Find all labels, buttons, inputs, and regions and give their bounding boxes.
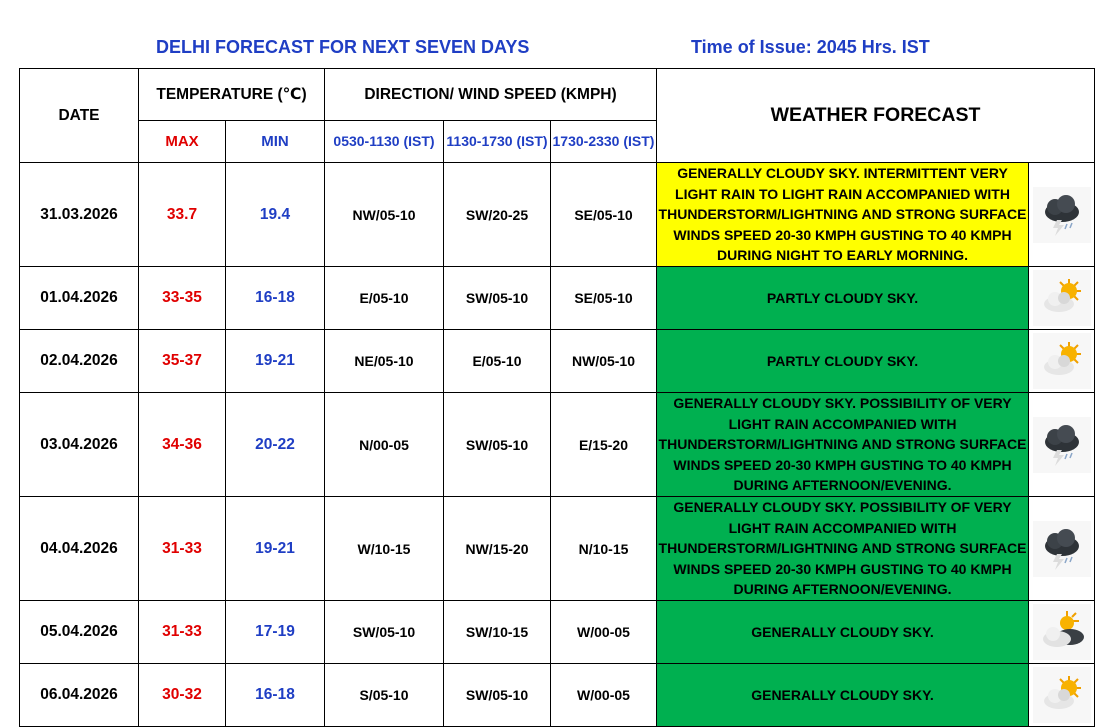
cloudy-sun-icon <box>1033 604 1091 660</box>
weather-icon-cell <box>1029 393 1095 497</box>
wind-period3-cell: E/15-20 <box>551 393 657 497</box>
weather-forecast-header: WEATHER FORECAST <box>657 69 1095 163</box>
forecast-cell: PARTLY CLOUDY SKY. <box>657 267 1029 330</box>
wind-period2-cell: NW/15-20 <box>444 497 551 601</box>
wind-period2-cell: E/05-10 <box>444 330 551 393</box>
table-row <box>20 601 1095 664</box>
wind-period3-cell: SE/05-10 <box>551 163 657 267</box>
period1-header: 0530-1130 (IST) <box>325 121 444 163</box>
wind-period2-cell: SW/20-25 <box>444 163 551 267</box>
wind-period3-cell: W/00-05 <box>551 601 657 664</box>
wind-period2-cell: SW/05-10 <box>444 393 551 497</box>
min-temp-cell: 19.4 <box>226 163 325 267</box>
date-cell: 05.04.2026 <box>20 601 139 664</box>
wind-period1-cell: S/05-10 <box>325 664 444 727</box>
date-cell: 03.04.2026 <box>20 393 139 497</box>
min-temp-cell: 16-18 <box>226 267 325 330</box>
temperature-header: TEMPERATURE (℃) <box>139 69 325 121</box>
date-cell: 06.04.2026 <box>20 664 139 727</box>
weather-icon-cell <box>1029 497 1095 601</box>
max-temp-cell: 31-33 <box>139 497 226 601</box>
weather-icon-cell <box>1029 163 1095 267</box>
min-temp-cell: 19-21 <box>226 497 325 601</box>
wind-period2-cell: SW/05-10 <box>444 664 551 727</box>
wind-period1-cell: W/10-15 <box>325 497 444 601</box>
forecast-cell: GENERALLY CLOUDY SKY. <box>657 601 1029 664</box>
weather-icon-cell <box>1029 267 1095 330</box>
weather-icon-cell <box>1029 664 1095 727</box>
wind-period1-cell: SW/05-10 <box>325 601 444 664</box>
wind-period2-cell: SW/10-15 <box>444 601 551 664</box>
date-cell: 04.04.2026 <box>20 497 139 601</box>
wind-period1-cell: NE/05-10 <box>325 330 444 393</box>
forecast-cell: GENERALLY CLOUDY SKY. <box>657 664 1029 727</box>
issue-time: Time of Issue: 2045 Hrs. IST <box>691 37 930 57</box>
forecast-cell: PARTLY CLOUDY SKY. <box>657 330 1029 393</box>
wind-header: DIRECTION/ WIND SPEED (KMPH) <box>325 69 657 121</box>
table-row <box>20 163 1095 267</box>
table-row <box>20 664 1095 727</box>
max-temp-cell: 34-36 <box>139 393 226 497</box>
period3-header: 1730-2330 (IST) <box>551 121 657 163</box>
table-row <box>20 267 1095 330</box>
date-cell: 31.03.2026 <box>20 163 139 267</box>
wind-period3-cell: N/10-15 <box>551 497 657 601</box>
max-temp-cell: 35-37 <box>139 330 226 393</box>
partly-cloudy-icon <box>1033 667 1091 723</box>
max-temp-cell: 31-33 <box>139 601 226 664</box>
date-cell: 02.04.2026 <box>20 330 139 393</box>
table-row <box>20 393 1095 497</box>
wind-period2-cell: SW/05-10 <box>444 267 551 330</box>
min-temp-cell: 20-22 <box>226 393 325 497</box>
wind-period3-cell: SE/05-10 <box>551 267 657 330</box>
period2-header: 1130-1730 (IST) <box>444 121 551 163</box>
thunderstorm-icon <box>1033 187 1091 243</box>
max-header: MAX <box>139 121 226 163</box>
wind-period1-cell: E/05-10 <box>325 267 444 330</box>
date-header: DATE <box>20 69 139 163</box>
forecast-cell: GENERALLY CLOUDY SKY. POSSIBILITY OF VERY LIGHT RAIN ACCOMPANIED WITH THUNDERSTORM/LIGHTNING AND STRONG SURFACE WINDS SPEED 20-30 KMPH GUSTING TO 40 KMPH DURING AFTERNOON/EVENING. <box>657 497 1029 601</box>
date-cell: 01.04.2026 <box>20 267 139 330</box>
max-temp-cell: 33.7 <box>139 163 226 267</box>
max-temp-cell: 30-32 <box>139 664 226 727</box>
partly-cloudy-icon <box>1033 270 1091 326</box>
min-temp-cell: 17-19 <box>226 601 325 664</box>
wind-period3-cell: W/00-05 <box>551 664 657 727</box>
weather-icon-cell <box>1029 601 1095 664</box>
wind-period1-cell: N/00-05 <box>325 393 444 497</box>
partly-cloudy-icon <box>1033 333 1091 389</box>
table-row <box>20 330 1095 393</box>
wind-period3-cell: NW/05-10 <box>551 330 657 393</box>
forecast-cell: GENERALLY CLOUDY SKY. POSSIBILITY OF VERY LIGHT RAIN ACCOMPANIED WITH THUNDERSTORM/LIGHTNING AND STRONG SURFACE WINDS SPEED 20-30 KMPH GUSTING TO 40 KMPH DURING AFTERNOON/EVENING. <box>657 393 1029 497</box>
wind-period1-cell: NW/05-10 <box>325 163 444 267</box>
page-title: DELHI FORECAST FOR NEXT SEVEN DAYS <box>156 37 530 57</box>
forecast-cell: GENERALLY CLOUDY SKY. INTERMITTENT VERY LIGHT RAIN TO LIGHT RAIN ACCOMPANIED WITH THUNDERSTORM/LIGHTNING AND STRONG SURFACE WINDS SPEED 20-30 KMPH GUSTING TO 40 KMPH DURING NIGHT TO EARLY MORNING. <box>657 163 1029 267</box>
weather-icon-cell <box>1029 330 1095 393</box>
forecast-table <box>19 68 1095 727</box>
min-temp-cell: 19-21 <box>226 330 325 393</box>
table-row <box>20 497 1095 601</box>
thunderstorm-icon <box>1033 521 1091 577</box>
thunderstorm-icon <box>1033 417 1091 473</box>
min-header: MIN <box>226 121 325 163</box>
min-temp-cell: 16-18 <box>226 664 325 727</box>
max-temp-cell: 33-35 <box>139 267 226 330</box>
